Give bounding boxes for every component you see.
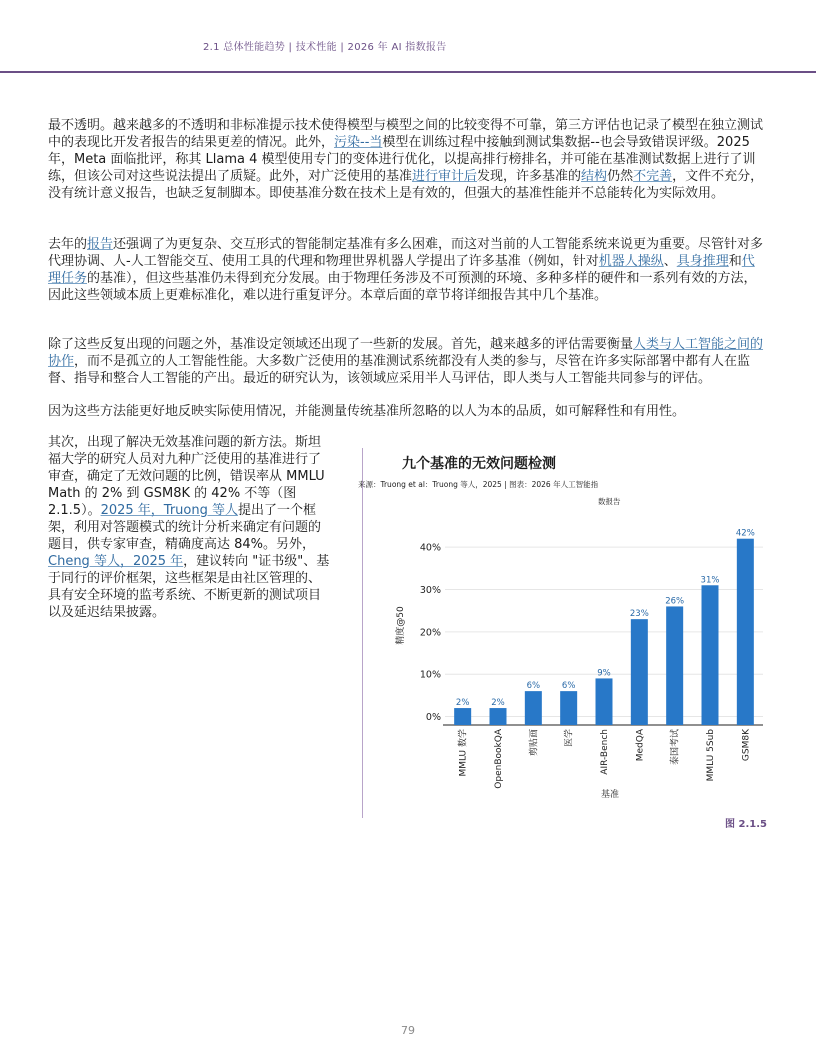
- bar-value-label: 2%: [491, 698, 505, 709]
- text-run: 因为这些方法能更好地反映实际使用情况，并能测量传统基准所忽略的以人为本的品质，如可解释性和有用性。: [48, 404, 686, 419]
- chart-source-continued: 数报告: [598, 497, 621, 506]
- y-tick-label: 0%: [425, 712, 441, 724]
- text-run: 去年的: [48, 237, 88, 252]
- bar-value-label: 23%: [629, 609, 649, 620]
- bar-chart: [355, 446, 775, 806]
- text-run: 最不透明。越来越多的不透明和非标准提示技术使得模型与模型之间的比较变得不可靠，第三方评估也记录了模型在独立测试中的表现比开发者报告的结果更差的情况。此外，: [48, 118, 764, 150]
- text-run: 和: [728, 254, 742, 269]
- bar-value-label: 2%: [455, 698, 470, 709]
- x-tick-label: 剪贴画: [529, 729, 540, 757]
- header-divider: [0, 71, 816, 73]
- paragraph-4: [48, 403, 766, 420]
- inline-link[interactable]: 进行审计后: [412, 169, 478, 184]
- inline-link[interactable]: 结构: [581, 169, 608, 184]
- inline-link[interactable]: 机器人操纵: [598, 254, 664, 269]
- inline-link[interactable]: 具身推理: [676, 254, 729, 269]
- x-tick-label: MedQA: [635, 729, 646, 762]
- x-tick-label: 医学: [564, 729, 575, 748]
- bar-value-label: 42%: [735, 528, 755, 539]
- text-run: 除了这些反复出现的问题之外，基准设定领域还出现了一些新的发展。首先，越来越多的评估需要衡量: [48, 337, 634, 352]
- bar-value-label: 31%: [700, 575, 720, 586]
- text-run: 还强调了为更复杂、交互形式的智能制定基准有多么困难，而这对当前的人工智能系统来说更为重要。尽管针对多代理协调、人-人工智能交互、使用工具的代理和物理世界机器人学提出了许多基准（例如，针对: [48, 237, 764, 269]
- paragraph-2: [48, 236, 766, 304]
- inline-link[interactable]: 2025 年，Truong 等人: [100, 503, 238, 518]
- inline-link[interactable]: 不完善: [633, 169, 673, 184]
- bar: [490, 708, 507, 725]
- x-tick-label: MMLU 数学: [458, 729, 469, 777]
- text-run: 发现，许多基准的: [477, 169, 582, 184]
- bar: [560, 691, 577, 725]
- paragraph-3: [48, 336, 766, 387]
- inline-link[interactable]: 报告: [87, 237, 114, 252]
- bar: [631, 619, 648, 725]
- inline-link[interactable]: 污染--当: [334, 135, 383, 150]
- x-axis-label: 基准: [600, 790, 620, 800]
- text-run: 其次，出现了解决无效基准问题的新方法。斯坦福大学的研究人员对九种广泛使用的基准进行了审查，确定了无效问题的比例，错误率从 MMLU Math 的 2% 到 GSM8K 的 42% 不等（图 2.1.5）。: [48, 435, 325, 518]
- bar: [666, 606, 683, 725]
- bar-value-label: 6%: [526, 681, 541, 692]
- figure-label: 图 2.1.5: [725, 819, 767, 830]
- text-run: 提出了一个框架，利用对答题模式的统计分析来确定有问题的题目，供专家审查，精确度高达 84%。另外，: [48, 503, 322, 552]
- bar-value-label: 6%: [561, 681, 576, 692]
- bar: [596, 678, 613, 725]
- y-tick-label: 10%: [419, 669, 441, 681]
- inline-link[interactable]: 代理任务: [48, 254, 755, 286]
- paragraph-1: [48, 117, 766, 202]
- chart-source: 来源：Truong et al：Truong 等人，2025 | 图表：2026 年人工智能指: [358, 480, 599, 489]
- y-tick-label: 30%: [419, 585, 441, 597]
- bar-value-label: 26%: [665, 596, 685, 607]
- text-run: 模型在训练过程中接触到测试集数据--也会导致错误评级。2025 年，Meta 面临批评，称其 Llama 4 模型使用专门的变体进行优化，以提高排行榜排名，并可能在基准测试数据上进行了训练，但该公司对这些说法提出了质疑。此外，对广泛使用的基准: [48, 135, 756, 184]
- page-header: [0, 0, 816, 72]
- chart-title: 九个基准的无效问题检测: [402, 456, 556, 472]
- text-run: 仍然: [607, 169, 634, 184]
- x-tick-label: 泰国考试: [670, 729, 681, 766]
- text-run: ，建议转向 "证书级"、基于同行的评价框架，这些框架是由社区管理的、具有安全环境的监考系统、不断更新的测试项目以及延迟结果披露。: [48, 554, 330, 620]
- bar: [454, 708, 471, 725]
- paragraph-5: [48, 434, 330, 621]
- inline-link[interactable]: 人类与人工智能之间的协作: [48, 337, 764, 369]
- inline-link[interactable]: Cheng 等人，2025 年: [48, 554, 184, 569]
- text-run: ，文件不充分，没有统计意义报告，也缺乏复制脚本。即使基准分数在技术上是有效的，但强大的基准性能并不总能转化为实际效用。: [48, 169, 764, 201]
- text-run: 、: [663, 254, 677, 269]
- bar: [737, 539, 754, 725]
- text-run: ，而不是孤立的人工智能性能。大多数广泛使用的基准测试系统都没有人类的参与，尽管在许多实际部署中都有人在监督、指导和整合人工智能的产出。最近的研究认为，该领域应采用半人马评估，即人类与人工智能共同参与的评估。: [48, 354, 751, 386]
- x-tick-label: GSM8K: [741, 729, 752, 762]
- bar: [702, 585, 719, 725]
- y-axis-label: 精度@50: [396, 606, 406, 645]
- y-tick-label: 20%: [419, 627, 441, 639]
- bar: [525, 691, 542, 725]
- header-breadcrumb: 2.1 总体性能趋势 | 技术性能 | 2026 年 AI 指数报告: [203, 42, 447, 53]
- x-tick-label: AIR-Bench: [600, 729, 610, 775]
- y-tick-label: 40%: [419, 542, 441, 554]
- bar-value-label: 9%: [597, 668, 611, 679]
- page-number: 79: [401, 1024, 415, 1037]
- x-tick-label: OpenBookQA: [494, 729, 504, 789]
- text-run: 的基准），但这些基准仍未得到充分发展。由于物理任务涉及不可预测的环境、多种多样的硬件和一系列有效的方法，因此这些领域本质上更难标准化，难以进行重复评分。本章后面的章节将详细报告其中几个基准。: [48, 271, 757, 303]
- x-tick-label: MMLU 5Sub: [706, 729, 716, 782]
